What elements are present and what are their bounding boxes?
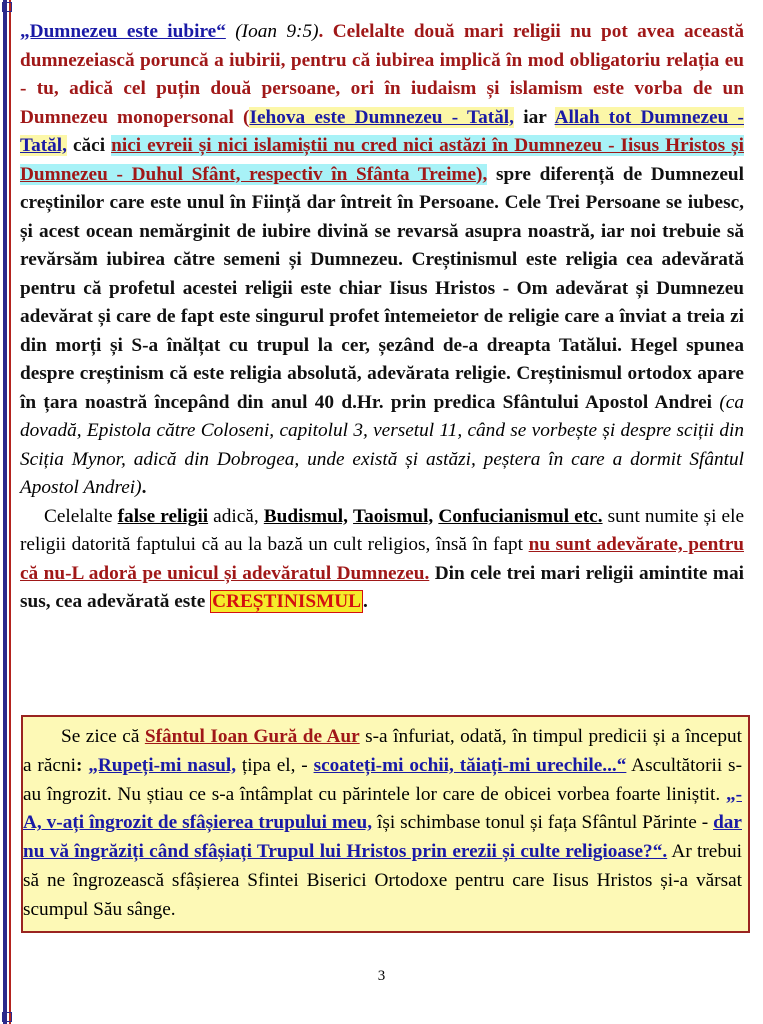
corner-ornament-top — [2, 2, 12, 12]
false-religions-term: false religii — [117, 505, 209, 527]
crestinismul-badge: CREȘTINISMUL — [212, 591, 362, 612]
paragraph-religions: „Dumnezeu este iubire“ (Ioan 9:5). Celelalte două mari religii nu pot avea această dumnezeiască poruncă a iubirii, pentru că iubirea implică în mod obligatoriu relația eu - tu, adică cel puțin două persoane, ori în iudaism și islamism este vorba de un Dumnezeu monopersonal (Iehova este Dumnezeu - Tatăl, iar Allah tot Dumnezeu - Tatăl, căci nici evreii și nici islamiștii nu cred nici astăzi în Dumnezeu - Iisus Hristos și Dumnezeu - Duhul Sfânt, respectiv în Sfânta Treime), spre diferență de Dumnezeul creștinilor care este unul în Ființă dar întreit în Persoane. Cele Trei Persoane se iubesc, și acest ocean nemărginit de iubire divină se revarsă asupra noastră, iar noi trebuie să revărsăm iubirea către semeni și Dumnezeu. Creștinismul este religia cea adevărată pentru că profetul acestei religii este chiar Iisus Hristos - Om adevărat și Dumnezeu adevărat și care de fapt este singurul profet întemeietor de religie care a înviat a treia zi din morți și S-a înălțat cu trupul la cer, șezând de-a dreapta Tatălui. Hegel spunea despre creștinism că este religia absolută, adevărata religie. Creștinismul ortodox apare în țara noastră începând din anul 40 d.Hr. prin predica Sfântului Apostol Andrei (ca dovadă, Epistola către Coloseni, capitolul 3, versetul 11, când se vorbește și despre sciții din Sciția Mynor, adică din Dobrogea, unde există și astăzi, peștera în care a dormit Sfântul Apostol Andrei). — [20, 21, 744, 498]
quote-body-torn: „- A, v-ați îngrozit de sfâșierea trupului meu, — [23, 783, 742, 834]
highlight-iehova: Iehova este Dumnezeu - Tatăl, — [249, 106, 514, 128]
page-border-outer — [3, 0, 7, 1024]
epistle-note: (ca dovadă, Epistola către Coloseni, capitolul 3, versetul 11, când se vorbește și despre sciții din Sciția Mynor, adică din Dobrogea, unde există și astăzi, peștera în care a dormit Sfântul Apostol Andrei) — [20, 391, 744, 498]
term-budismul: Budismul, — [263, 505, 348, 527]
paragraph-false-religions: Celelalte false religii adică, Budismul, Taoismul, Confucianismul etc. sunt numite și ele religii datorită faptului că au la bază un cult religios, însă în fapt nu sunt adevărate, pentru că nu-L adoră pe unicul și adevăratul Dumnezeu. Din cele trei mari religii amintite mai sus, cea adevărată este CREȘTINISMUL . — [20, 505, 745, 612]
bible-reference: (Ioan 9:5) — [225, 21, 319, 42]
quote-body-of-christ: dar nu vă îngrăziți când sfâșiați Trupul lui Hristos prin erezii și culte religioase?“. — [23, 812, 742, 863]
corner-ornament-bottom — [2, 1012, 12, 1022]
page-border-inner — [9, 0, 11, 1024]
quote-break-nose: „Rupeți-mi nasul, — [88, 754, 237, 776]
page-content — [20, 18, 744, 617]
page-number: 3 — [377, 968, 386, 984]
term-taoismul: Taoismul, — [353, 505, 434, 527]
not-true-statement: nu sunt adevărate, pentru că nu-L adoră pe unicul și adevăratul Dumnezeu. — [20, 534, 745, 584]
story-paragraph: Se zice că Sfântul Ioan Gură de Aur s-a înfuriat, odată, în timpul predicii și a început a răcni: „Rupeți-mi nasul, țipa el, - scoateți-mi ochii, tăiați-mi urechile...“ Ascultătorii s-au îngrozit. Nu știau ce s-a întâmplat cu părintele lor care de obicei vorbea foarte liniștit. „- A, v-ați îngrozit de sfâșierea trupului meu, își schimbase tonul și fața Sfântul Părinte - dar nu vă îngrăziți când sfâșiați Trupul lui Hristos prin erezii și culte religioase?“. Ar trebui să ne îngrozească sfâșierea Sfintei Biserici Ortodoxe pentru care Iisus Hristos și-a vărsat scumpul Său sânge. — [23, 726, 743, 920]
quote-god-is-love: „Dumnezeu este iubire“ — [20, 21, 226, 42]
story-box — [21, 715, 750, 933]
term-confucianismul: Confucianismul etc. — [438, 505, 603, 527]
highlight-trinity: nici evreii și nici islamiștii nu cred nici astăzi în Dumnezeu - Iisus Hristos și Dumnezeu - Duhul Sfânt, respectiv în Sfânta Treime), — [20, 135, 744, 185]
highlight-allah: Allah tot Dumnezeu - Tatăl, — [20, 106, 744, 156]
saint-name: Sfântul Ioan Gură de Aur — [144, 726, 360, 747]
quote-eyes-ears: scoateți-mi ochii, tăiați-mi urechile...“ — [313, 754, 627, 776]
